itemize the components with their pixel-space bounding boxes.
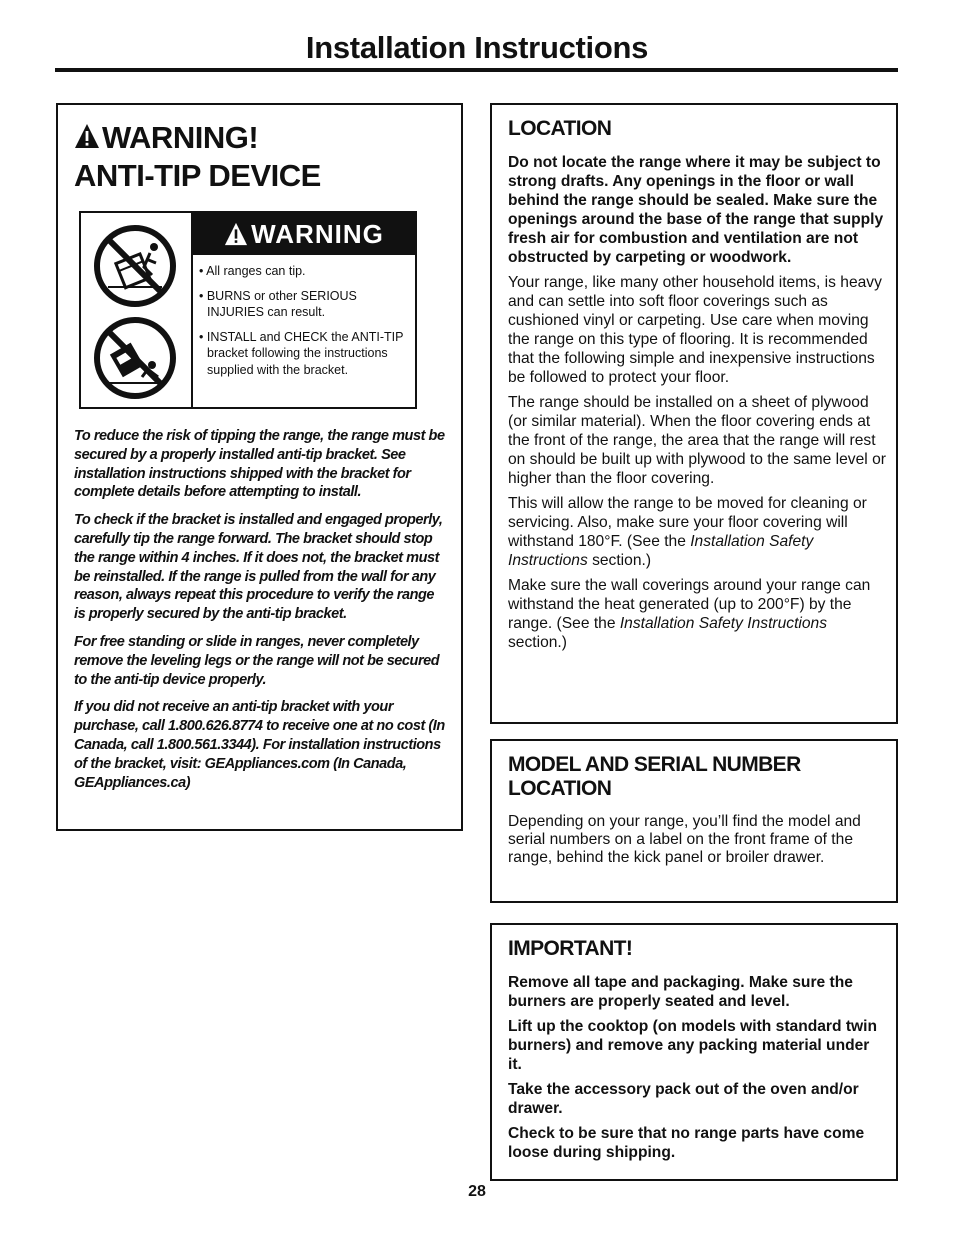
location-heading: LOCATION <box>508 117 612 140</box>
label-bullet: • INSTALL and CHECK the ANTI-TIP bracket following the instructions supplied with the bracket. <box>199 329 404 377</box>
warning-paragraphs <box>74 427 446 801</box>
warning-triangle-icon <box>224 222 248 246</box>
page-title: Installation Instructions <box>305 30 649 65</box>
anti-tip-label <box>79 211 417 409</box>
label-bullet: • All ranges can tip. <box>199 264 306 278</box>
range-tipping-prohibited-icon <box>92 223 178 309</box>
warning-paragraph: For free standing or slide in ranges, never completely remove the leveling legs or the range will not be secured to the anti-tip device properly. <box>74 633 440 688</box>
location-paragraph: Your range, like many other household items, is heavy and can settle into soft floor coverings such as cushioned vinyl or carpeting. Use care when moving the range on this type of flooring. It is recommended that the following simple and inexpensive instructions be followed to protect your floor. <box>508 274 882 386</box>
label-bullet: • BURNS or other SERIOUS INJURIES can result. <box>199 288 357 319</box>
location-bold-paragraph: Do not locate the range where it may be subject to strong drafts. Any openings in the floor or wall behind the range should be sealed. Make sure the openings around the base of the range that supply fresh air for combustion and ventilation are not obstructed by carpeting or woodwork. <box>508 154 884 266</box>
title-rule <box>55 68 898 72</box>
label-bullets <box>199 263 413 386</box>
location-paragraph: Make sure the wall coverings around your range can withstand the heat generated (up to 200°F) by the range. (See the Installation Safety Instructions section.) <box>508 577 871 651</box>
location-box <box>490 103 898 724</box>
important-item: Remove all tape and packaging. Make sure the burners are properly seated and level. <box>508 974 853 1010</box>
warning-heading <box>74 119 321 195</box>
important-body <box>508 973 886 1168</box>
warning-paragraph: If you did not receive an anti-tip bracket with your purchase, call 1.800.626.8774 to receive one at no cost (In Canada, call 1.800.561.3344). For installation instructions of the bracket, visit: GEAppliances.com (In Canada, GEAppliances.ca) <box>74 699 445 791</box>
warning-paragraph: To reduce the risk of tipping the range, the range must be secured by a properly installed anti-tip bracket. See installation instructions shipped with the bracket for complete details before attempting to install. <box>74 428 445 501</box>
label-pictograms <box>81 213 193 407</box>
model-serial-paragraph: Depending on your range, you’ll find the model and serial numbers on a label on the front frame of the range, behind the kick panel or broiler drawer. <box>508 813 861 866</box>
important-heading: IMPORTANT! <box>508 937 633 960</box>
location-paragraph: This will allow the range to be moved for cleaning or servicing. Also, make sure your floor covering will withstand 180°F. (See the Installation Safety Instructions section.) <box>508 495 867 569</box>
warning-heading-line2: ANTI-TIP DEVICE <box>74 158 321 193</box>
important-item: Take the accessory pack out of the oven and/or drawer. <box>508 1081 859 1117</box>
page-number: 28 <box>468 1183 486 1200</box>
important-item: Check to be sure that no range parts have come loose during shipping. <box>508 1125 865 1161</box>
model-serial-box <box>490 739 898 903</box>
anti-tip-warning-box <box>56 103 463 831</box>
label-warning-banner: WARNING <box>193 213 415 255</box>
warning-paragraph: To check if the bracket is installed and engaged properly, carefully tip the range forward. The bracket should stop the range within 4 inches. If it does not, the bracket must be reinstalled. If the range is pulled from the wall for any reason, always repeat this procedure to verify the range is properly secured by the anti-tip bracket. <box>74 512 443 623</box>
warning-triangle-icon <box>74 120 100 146</box>
important-box <box>490 923 898 1181</box>
child-on-door-prohibited-icon <box>92 315 178 401</box>
warning-heading-line1: WARNING! <box>102 120 259 155</box>
location-paragraph: The range should be installed on a sheet of plywood (or similar material). When the floor covering ends at the front of the range, the area that the range will rest on should be built up with plywood to the same level or higher than the floor covering. <box>508 394 886 487</box>
model-serial-heading: MODEL AND SERIAL NUMBER LOCATION <box>508 753 801 800</box>
important-item: Lift up the cooktop (on models with standard twin burners) and remove any packing material under it. <box>508 1018 878 1073</box>
location-body <box>508 153 886 658</box>
model-serial-body <box>508 813 886 873</box>
